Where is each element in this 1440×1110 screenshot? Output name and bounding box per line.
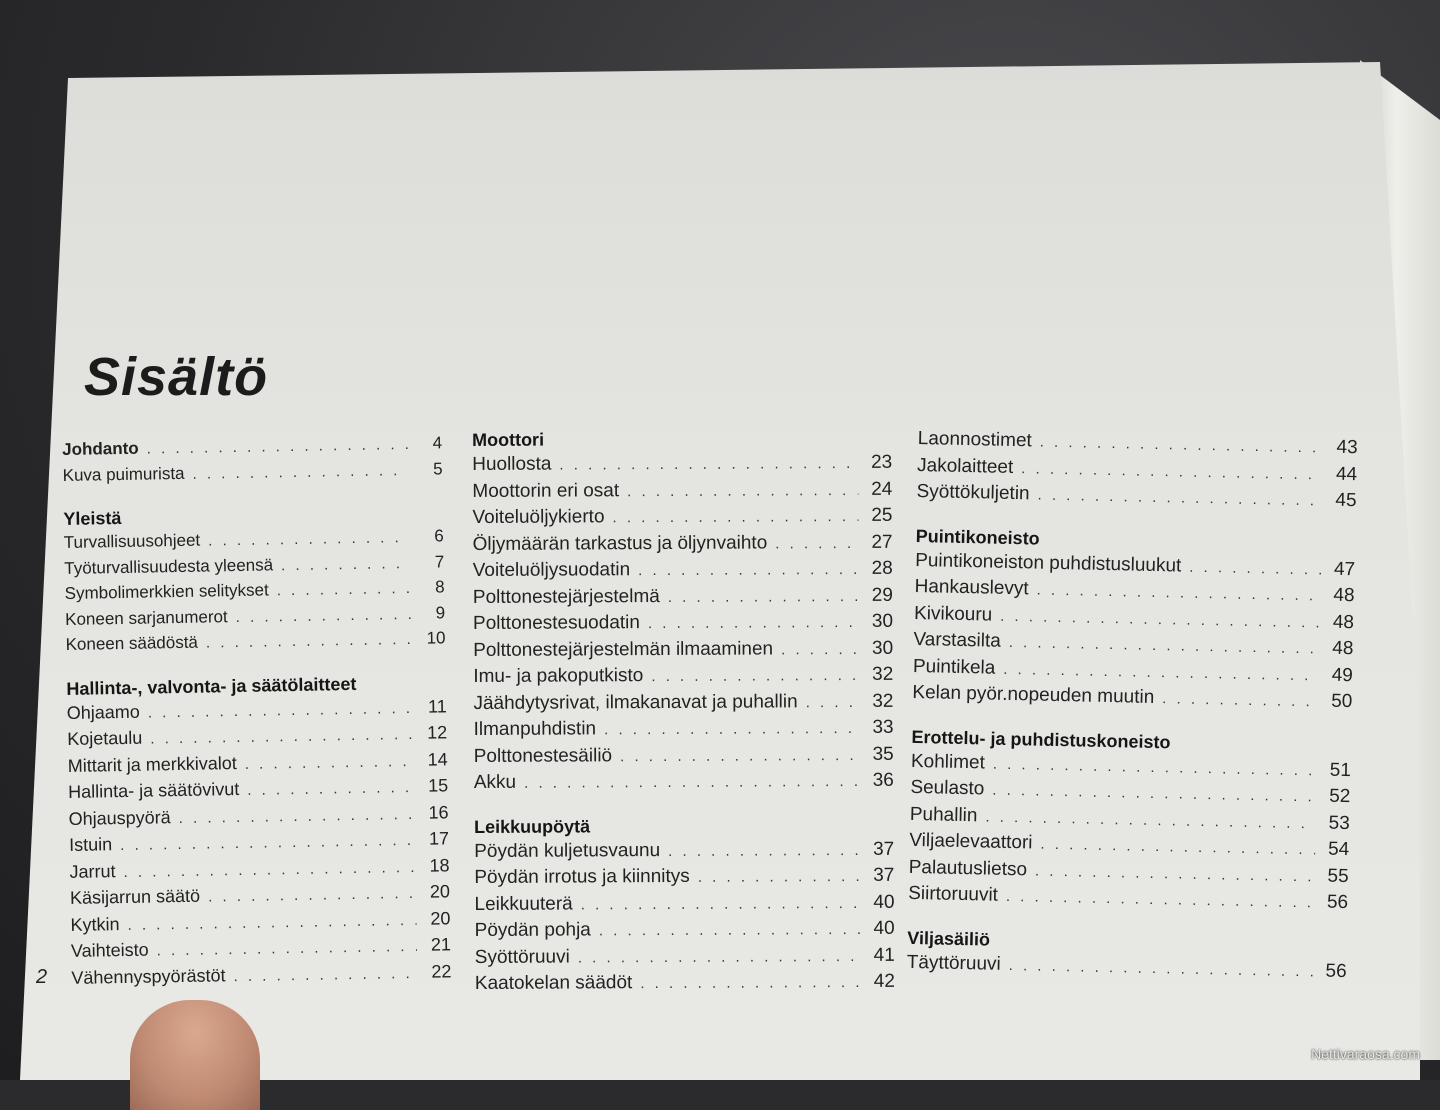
toc-entry-page: 28 <box>871 557 893 579</box>
dot-leader <box>604 716 860 743</box>
toc-entry-label: Käsijarrun säätö <box>69 885 201 908</box>
dot-leader <box>775 530 858 556</box>
toc-entry-label: Vähennyspyörästöt <box>71 964 226 988</box>
toc-entry-label: Puintikoneiston puhdistusluukut <box>914 549 1182 577</box>
dot-leader <box>668 837 860 864</box>
dot-leader <box>127 908 416 938</box>
toc-entry-page: 7 <box>434 551 445 572</box>
dot-leader <box>668 583 859 610</box>
dot-leader <box>651 663 859 690</box>
dot-leader <box>581 890 861 917</box>
toc-entry-label: Hallinta- ja säätövivut <box>68 778 240 802</box>
dot-leader <box>781 636 859 662</box>
watermark: Nettivaraosa.com <box>1311 1046 1420 1062</box>
toc-entry-label: Työturvallisuudesta yleensä <box>64 554 274 578</box>
toc-entry-page: 24 <box>871 478 893 500</box>
toc-entry-label: Jakolaitteet <box>916 454 1014 478</box>
toc-entry-label: Kuva puimurista <box>62 463 185 485</box>
toc-entry-label: Täyttöruuvi <box>906 951 1001 975</box>
toc-entry-label: Akku <box>473 771 517 793</box>
dot-leader <box>1037 483 1322 514</box>
toc-entry <box>475 942 895 971</box>
dot-leader <box>638 557 859 584</box>
toc-entry-page: 56 <box>1326 891 1349 914</box>
toc-entry-label: Turvallisuusohjeet <box>63 530 201 552</box>
toc-entry-page: 47 <box>1333 558 1356 580</box>
section-heading: Viljasäiliö <box>907 927 991 950</box>
toc-entry-page: 21 <box>430 934 452 955</box>
toc-entry-label: Palautuslietso <box>908 856 1028 880</box>
toc-entry <box>62 457 442 489</box>
toc-entry-label: Kojetaulu <box>67 727 143 749</box>
toc-section <box>63 500 446 658</box>
dot-leader <box>277 577 411 604</box>
toc-entry-label: Jäähdytysrivat, ilmakanavat ja puhallin <box>473 690 798 714</box>
toc-entry-label: Varstasilta <box>913 628 1002 652</box>
toc-entry-label: Ilmanpuhdistin <box>473 718 597 740</box>
toc-entry-page: 29 <box>871 584 893 606</box>
section-heading: Leikkuupöytä <box>474 815 591 837</box>
toc-entry-page: 4 <box>432 433 443 453</box>
dot-leader <box>206 628 412 656</box>
toc-entry-label: Pöydän irrotus ja kiinnitys <box>474 865 690 888</box>
toc-entry-page: 18 <box>429 854 450 876</box>
dot-leader <box>281 551 411 578</box>
toc-entry-page: 9 <box>435 602 446 623</box>
toc-entry-page: 52 <box>1328 785 1351 808</box>
dot-leader <box>235 602 411 630</box>
section-heading: Moottori <box>472 429 545 450</box>
toc-entry-page: 25 <box>871 504 893 526</box>
dot-leader <box>179 802 415 831</box>
toc-entry-label: Kytkin <box>70 913 120 935</box>
toc-column-2 <box>472 426 895 1016</box>
toc-section <box>66 670 451 992</box>
toc-entry <box>474 741 894 770</box>
toc-entry-page: 5 <box>432 458 443 479</box>
toc-section <box>472 426 894 797</box>
dot-leader <box>1189 554 1321 582</box>
toc-entry-page: 11 <box>427 695 447 717</box>
toc-entry-page: 48 <box>1333 584 1355 607</box>
toc-section <box>912 523 1356 715</box>
dot-leader <box>247 776 414 803</box>
toc-entry-label: Mittarit ja merkkivalot <box>67 752 237 776</box>
toc-entry-page: 27 <box>871 531 893 553</box>
toc-entry-label: Pöydän kuljetusvaunu <box>474 839 661 862</box>
toc-entry <box>473 582 893 611</box>
dot-leader <box>123 855 415 885</box>
toc-entry-page: 37 <box>873 838 895 860</box>
toc-entry-page: 22 <box>431 960 452 982</box>
toc-entry-page: 16 <box>428 801 449 823</box>
toc-entry-label: Viljaelevaattori <box>909 829 1033 854</box>
dot-leader <box>612 504 858 531</box>
toc-entry-label: Seulasto <box>910 776 985 800</box>
dot-leader <box>208 526 410 554</box>
toc-entry-page: 14 <box>427 748 448 770</box>
toc-entry-page: 32 <box>872 690 894 712</box>
toc-entry-label: Polttonestesuodatin <box>472 612 640 634</box>
toc-entry-page: 30 <box>871 610 894 632</box>
dot-leader <box>620 742 860 769</box>
toc-entry-page: 41 <box>873 944 895 966</box>
toc-entry <box>472 450 892 479</box>
dot-leader <box>599 917 861 944</box>
toc-entry-label: Voiteluöljysuodatin <box>472 559 631 581</box>
toc-entry <box>472 476 892 505</box>
dot-leader <box>1006 884 1315 916</box>
dot-leader <box>806 689 860 715</box>
toc-entry-label: Istuin <box>68 834 113 855</box>
toc-entry-page: 33 <box>872 716 894 738</box>
toc-entry-page: 35 <box>872 743 894 765</box>
toc-entry-label: Syöttökuljetin <box>916 480 1030 505</box>
toc-entry-label: Koneen säädöstä <box>65 632 199 654</box>
toc-column-1 <box>62 431 452 1010</box>
dot-leader <box>578 943 861 970</box>
toc-entry-page: 53 <box>1328 812 1350 834</box>
toc-entry-page: 12 <box>426 722 448 743</box>
toc-entry-page: 48 <box>1332 637 1354 660</box>
toc-entry <box>65 626 445 658</box>
toc-entry-label: Polttonestesäiliö <box>473 744 613 767</box>
toc-entry-label: Ohjauspyörä <box>68 806 171 829</box>
toc-entry-page: 56 <box>1325 960 1347 982</box>
toc-entry-page: 17 <box>428 828 450 849</box>
dot-leader <box>150 723 413 752</box>
dot-leader <box>245 749 414 776</box>
toc-section <box>62 431 443 489</box>
section-heading: Hallinta-, valvonta- ja säätölaitteet <box>66 673 357 699</box>
toc-entry-page: 48 <box>1332 611 1355 633</box>
dot-leader <box>640 970 861 997</box>
toc-entry <box>473 662 893 691</box>
toc-entry <box>473 635 893 664</box>
toc-entry-label: Syöttöruuvi <box>474 945 570 968</box>
dot-leader <box>147 433 409 462</box>
toc-entry <box>474 889 894 918</box>
toc-entry-label: Laonnostimet <box>917 427 1033 452</box>
toc-entry-page: 30 <box>871 637 894 659</box>
page-number: 2 <box>36 966 48 988</box>
dot-leader <box>233 961 417 989</box>
dot-leader <box>192 458 409 486</box>
finger <box>130 1000 260 1110</box>
toc-entry-page: 49 <box>1331 664 1354 686</box>
dot-leader <box>627 477 858 504</box>
toc-entry-page: 6 <box>434 526 444 546</box>
toc-entry-label: Vaihteisto <box>70 939 149 961</box>
toc-entry-label: Polttonestejärjestelmä <box>472 585 660 608</box>
toc-section <box>906 925 1347 985</box>
toc-entry-page: 40 <box>873 891 895 913</box>
toc-entry-page: 44 <box>1335 463 1358 485</box>
section-heading: Erottelu- ja puhdistuskoneisto <box>911 726 1171 752</box>
toc-entry <box>473 529 893 558</box>
toc-entry-label: Kelan pyör.nopeuden muutin <box>912 681 1155 709</box>
toc-entry <box>474 715 894 744</box>
toc-section <box>474 812 895 997</box>
toc-entry-label: Koneen sarjanumerot <box>64 606 228 629</box>
toc-entry-label: Moottorin eri osat <box>472 479 620 502</box>
toc-entry-label: Puintikela <box>912 655 996 679</box>
section-heading: Yleistä <box>63 507 122 529</box>
toc-entry <box>473 556 893 585</box>
toc-entry <box>472 503 892 532</box>
toc-entry-page: 20 <box>430 907 451 929</box>
toc-entry-label: Siirtoruuvit <box>907 882 999 906</box>
section-heading: Puintikoneisto <box>915 525 1040 549</box>
dot-leader <box>120 829 415 859</box>
toc-entry-page: 20 <box>429 881 451 902</box>
toc-entry-page: 32 <box>872 663 894 685</box>
toc-entry-page: 54 <box>1327 838 1350 861</box>
dot-leader <box>148 696 413 725</box>
toc-entry-page: 42 <box>873 970 895 992</box>
toc-entry-page: 45 <box>1335 489 1357 512</box>
toc-entry-label: Voiteluöljykierto <box>472 506 605 528</box>
toc-entry-page: 51 <box>1329 759 1352 781</box>
dot-leader <box>156 935 417 964</box>
toc-entry <box>475 916 895 945</box>
toc-entry-label: Kaatokelan säädöt <box>474 972 633 994</box>
toc-entry <box>473 688 893 717</box>
toc-entry-page: 8 <box>435 577 445 597</box>
toc-column-3 <box>906 426 1358 1003</box>
toc-entry-page: 10 <box>426 628 446 648</box>
toc-entry-label: Johdanto <box>62 438 139 459</box>
dot-leader <box>1008 953 1312 985</box>
toc-entry-label: Polttonestejärjestelmän ilmaaminen <box>473 637 774 661</box>
toc-section <box>916 426 1358 515</box>
dot-leader <box>698 864 861 890</box>
dot-leader <box>559 451 858 478</box>
toc-entry-label: Leikkuuterä <box>474 892 573 915</box>
dot-leader <box>208 882 416 910</box>
toc-entry-label: Huollosta <box>472 453 552 475</box>
toc-entry-label: Kohlimet <box>910 750 986 773</box>
toc-entry <box>473 609 893 638</box>
toc-entry-label: Kivikouru <box>913 602 993 626</box>
toc-entry <box>474 836 894 865</box>
toc-entry-page: 50 <box>1330 690 1353 713</box>
toc-entry <box>474 863 894 892</box>
dot-leader <box>648 610 859 637</box>
toc-entry-label: Puhallin <box>909 803 978 826</box>
toc-entry-page: 55 <box>1327 865 1349 887</box>
toc-entry-label: Hankauslevyt <box>914 575 1029 600</box>
toc-entry-label: Symbolimerkkien selitykset <box>64 580 269 603</box>
toc-entry-page: 40 <box>873 917 895 939</box>
page-title: Sisältö <box>84 347 269 407</box>
toc-entry-page: 23 <box>870 451 893 473</box>
toc-entry-page: 37 <box>873 864 895 886</box>
dot-leader <box>524 769 860 796</box>
toc-entry-label: Imu- ja pakoputkisto <box>473 665 644 687</box>
toc-entry-label: Öljymäärän tarkastus ja öljynvaihto <box>472 531 768 555</box>
dot-leader <box>1162 686 1319 715</box>
toc-entry-label: Jarrut <box>69 860 116 882</box>
toc-section <box>908 724 1352 916</box>
toc-entry-label: Ohjaamo <box>66 701 141 723</box>
toc-entry-page: 15 <box>427 775 449 796</box>
toc-entry <box>475 969 895 998</box>
toc-entry-label: Pöydän pohja <box>474 919 591 941</box>
toc-entry-page: 43 <box>1336 436 1358 459</box>
toc-entry-page: 36 <box>872 769 894 791</box>
toc-entry <box>474 768 894 797</box>
toc-entry <box>71 959 451 992</box>
